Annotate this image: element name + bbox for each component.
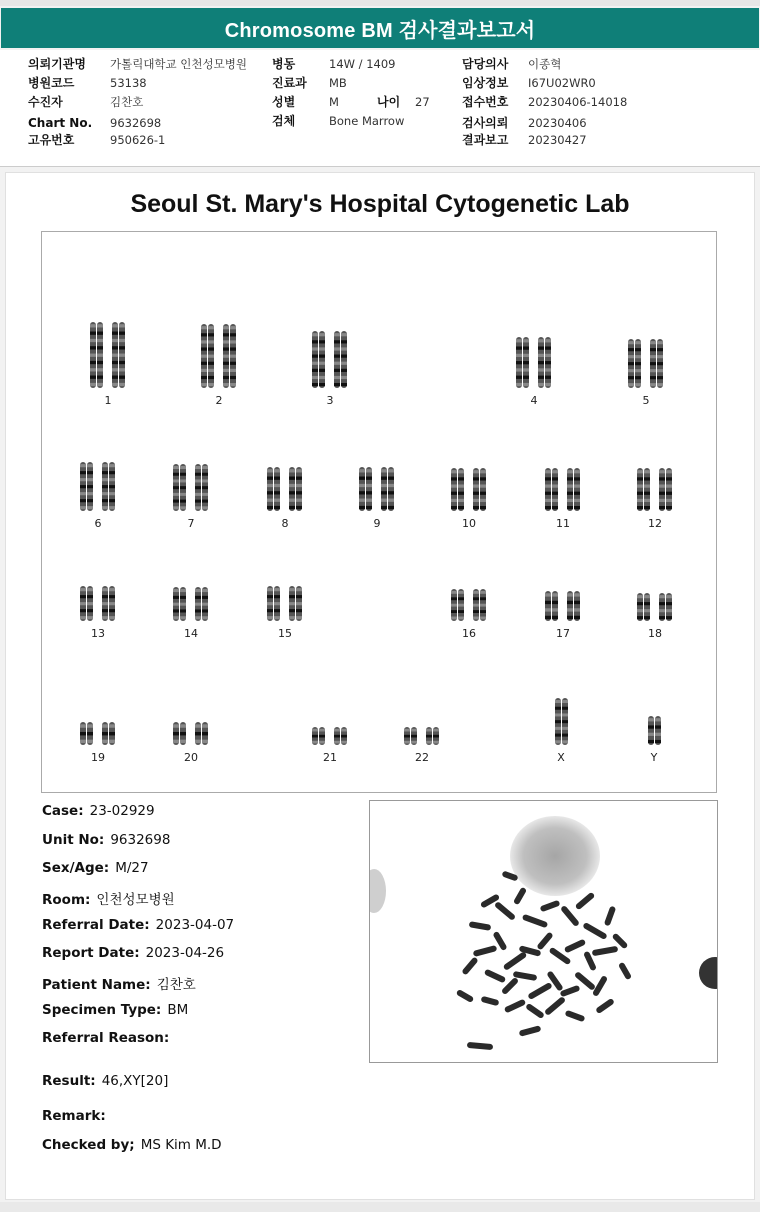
chromosome-pair-graphic: [632, 716, 676, 745]
chromosome-19: [68, 722, 128, 764]
sex-value: M: [329, 95, 339, 109]
patient-info-panel: [0, 50, 760, 167]
metaphase-spread-graphic: [370, 801, 718, 1063]
institution-label: 의뢰기관명: [28, 57, 86, 71]
clinical-info-value: I67U02WR0: [528, 76, 596, 90]
room-row: [42, 888, 175, 908]
sexage-label: Sex/Age:: [42, 860, 110, 876]
remark-row: [42, 1108, 112, 1124]
result-row: [42, 1073, 168, 1089]
chromosome-17: [533, 591, 593, 640]
sexage-value: M/27: [115, 860, 149, 876]
chromosome-pair-graphic: [76, 462, 120, 511]
request-date-label: 검사의뢰: [462, 116, 509, 130]
chromosome-label: 1: [104, 394, 112, 407]
chromosome-21: [300, 727, 360, 764]
chromosome-5: [616, 339, 676, 407]
chromosome-pair-graphic: [76, 586, 120, 621]
chromosome-11: [533, 468, 593, 530]
chromosome-pair-graphic: [263, 467, 307, 511]
chromosome-20: [161, 722, 221, 764]
referral-date-row: [42, 917, 234, 933]
age-value: 27: [415, 95, 430, 109]
chromosome-pair-graphic: [308, 727, 352, 745]
chromosome-label: 11: [556, 517, 570, 530]
chromosome-pair-graphic: [169, 587, 213, 621]
metaphase-image: [369, 800, 718, 1063]
chromosome-label: 14: [184, 627, 198, 640]
department-label: 진료과: [272, 76, 307, 90]
chromosome-22: [392, 727, 452, 764]
chromosome-pair-graphic: [541, 468, 585, 511]
unique-no-value: 950626-1: [110, 133, 166, 147]
case-row: [42, 803, 155, 819]
department-value: MB: [329, 76, 347, 90]
chromosome-label: 5: [642, 394, 650, 407]
result-label: Result:: [42, 1073, 96, 1089]
chromosome-13: [68, 586, 128, 640]
chromosome-label: 21: [323, 751, 337, 764]
hospital-code-label: 병원코드: [28, 76, 75, 90]
chromosome-label: 22: [415, 751, 429, 764]
chromosome-pair-graphic: [624, 339, 668, 388]
chromosome-label: 2: [215, 394, 223, 407]
result-date-label: 결과보고: [462, 133, 509, 147]
chromosome-pair-graphic: [263, 586, 307, 621]
chromosome-label: 4: [530, 394, 538, 407]
report-header: [1, 8, 759, 48]
bottom-strip: [0, 1202, 760, 1212]
chromosome-x: [531, 698, 591, 764]
referral-reason-label: Referral Reason:: [42, 1030, 170, 1046]
unit-label: Unit No:: [42, 832, 105, 848]
chromosome-6: [68, 462, 128, 530]
chromosome-18: [625, 593, 685, 640]
doctor-label: 담당의사: [462, 57, 509, 71]
specimen-type-label: Specimen Type:: [42, 1002, 162, 1018]
chromosome-pair-graphic: [355, 467, 399, 511]
receipt-no-label: 접수번호: [462, 95, 509, 109]
chromosome-16: [439, 589, 499, 640]
patient-value: 김찬호: [110, 95, 144, 109]
chromosome-9: [347, 467, 407, 530]
checked-by-label: Checked by;: [42, 1137, 135, 1153]
chromosome-pair-graphic: [633, 593, 677, 621]
result-value: 46,XY[20]: [101, 1073, 169, 1089]
chromosome-label: 7: [187, 517, 195, 530]
chromosome-pair-graphic: [512, 337, 556, 388]
case-label: Case:: [42, 803, 84, 819]
chromosome-15: [255, 586, 315, 640]
institution-value: 가톨릭대학교 인천성모병원: [110, 57, 247, 71]
chromosome-pair-graphic: [447, 589, 491, 621]
specimen-value: Bone Marrow: [329, 114, 405, 128]
room-label: Room:: [42, 892, 91, 908]
patient-name-row: [42, 973, 196, 993]
chart-no-value: 9632698: [110, 116, 162, 130]
chromosome-pair-graphic: [169, 464, 213, 511]
patient-name-value: 김찬호: [156, 977, 196, 993]
specimen-type-value: BM: [167, 1002, 189, 1018]
chromosome-pair-graphic: [76, 722, 120, 745]
room-value: 인천성모병원: [96, 892, 175, 908]
referral-date-label: Referral Date:: [42, 917, 150, 933]
chromosome-pair-graphic: [539, 698, 583, 745]
chromosome-label: 10: [462, 517, 476, 530]
top-strip: [0, 0, 760, 6]
chromosome-pair-graphic: [541, 591, 585, 621]
chromosome-label: X: [557, 751, 565, 764]
chart-no-label: Chart No.: [28, 116, 93, 130]
chromosome-pair-graphic: [308, 331, 352, 388]
chromosome-label: 13: [91, 627, 105, 640]
report-date-label: Report Date:: [42, 945, 140, 961]
patient-label: 수진자: [28, 95, 63, 109]
age-label: 나이: [377, 95, 401, 109]
chromosome-y: [624, 716, 684, 764]
chromosome-pair-graphic: [169, 722, 213, 745]
report-date-row: [42, 945, 224, 961]
chromosome-label: 15: [278, 627, 292, 640]
chromosome-10: [439, 468, 499, 530]
chromosome-3: [300, 331, 360, 407]
report-date-value: 2023-04-26: [145, 945, 225, 961]
chromosome-label: 18: [648, 627, 662, 640]
case-value: 23-02929: [89, 803, 155, 819]
patient-name-label: Patient Name:: [42, 977, 151, 993]
hospital-code-value: 53138: [110, 76, 147, 90]
unit-value: 9632698: [110, 832, 171, 848]
result-date-value: 20230427: [528, 133, 587, 147]
karyogram-panel: [41, 231, 717, 793]
chromosome-12: [625, 468, 685, 530]
doctor-value: 이종혁: [528, 57, 562, 71]
chromosome-8: [255, 467, 315, 530]
sexage-row: [42, 860, 149, 876]
chromosome-label: 8: [281, 517, 289, 530]
chromosome-label: 3: [326, 394, 334, 407]
chromosome-label: Y: [650, 751, 658, 764]
chromosome-label: 6: [94, 517, 102, 530]
chromosome-label: 19: [91, 751, 105, 764]
receipt-no-value: 20230406-14018: [528, 95, 628, 109]
chromosome-pair-graphic: [197, 324, 241, 388]
chromosome-pair-graphic: [447, 468, 491, 511]
chromosome-label: 12: [648, 517, 662, 530]
request-date-value: 20230406: [528, 116, 587, 130]
chromosome-1: [78, 322, 138, 407]
checked-by-row: [42, 1137, 222, 1153]
chromosome-2: [189, 324, 249, 407]
clinical-info-label: 임상정보: [462, 76, 509, 90]
specimen-label: 검체: [272, 114, 296, 128]
checked-by-value: MS Kim M.D: [140, 1137, 222, 1153]
chromosome-label: 20: [184, 751, 198, 764]
unit-row: [42, 832, 170, 848]
chromosome-pair-graphic: [400, 727, 444, 745]
referral-date-value: 2023-04-07: [155, 917, 235, 933]
unique-no-label: 고유번호: [28, 133, 75, 147]
sex-label: 성별: [272, 95, 296, 109]
remark-label: Remark:: [42, 1108, 106, 1124]
chromosome-7: [161, 464, 221, 530]
lab-title: Seoul St. Mary's Hospital Cytogenetic Lab: [130, 190, 630, 218]
specimen-type-row: [42, 1002, 188, 1018]
chromosome-14: [161, 587, 221, 640]
chromosome-pair-graphic: [633, 468, 677, 511]
referral-reason-row: [42, 1030, 175, 1046]
chromosome-label: 16: [462, 627, 476, 640]
report-title: Chromosome BM 검사결과보고서: [224, 19, 536, 42]
chromosome-label: 9: [373, 517, 381, 530]
chromosome-pair-graphic: [86, 322, 130, 388]
ward-value: 14W / 1409: [329, 57, 396, 71]
chromosome-label: 17: [556, 627, 570, 640]
ward-label: 병동: [272, 57, 296, 71]
chromosome-4: [504, 337, 564, 407]
